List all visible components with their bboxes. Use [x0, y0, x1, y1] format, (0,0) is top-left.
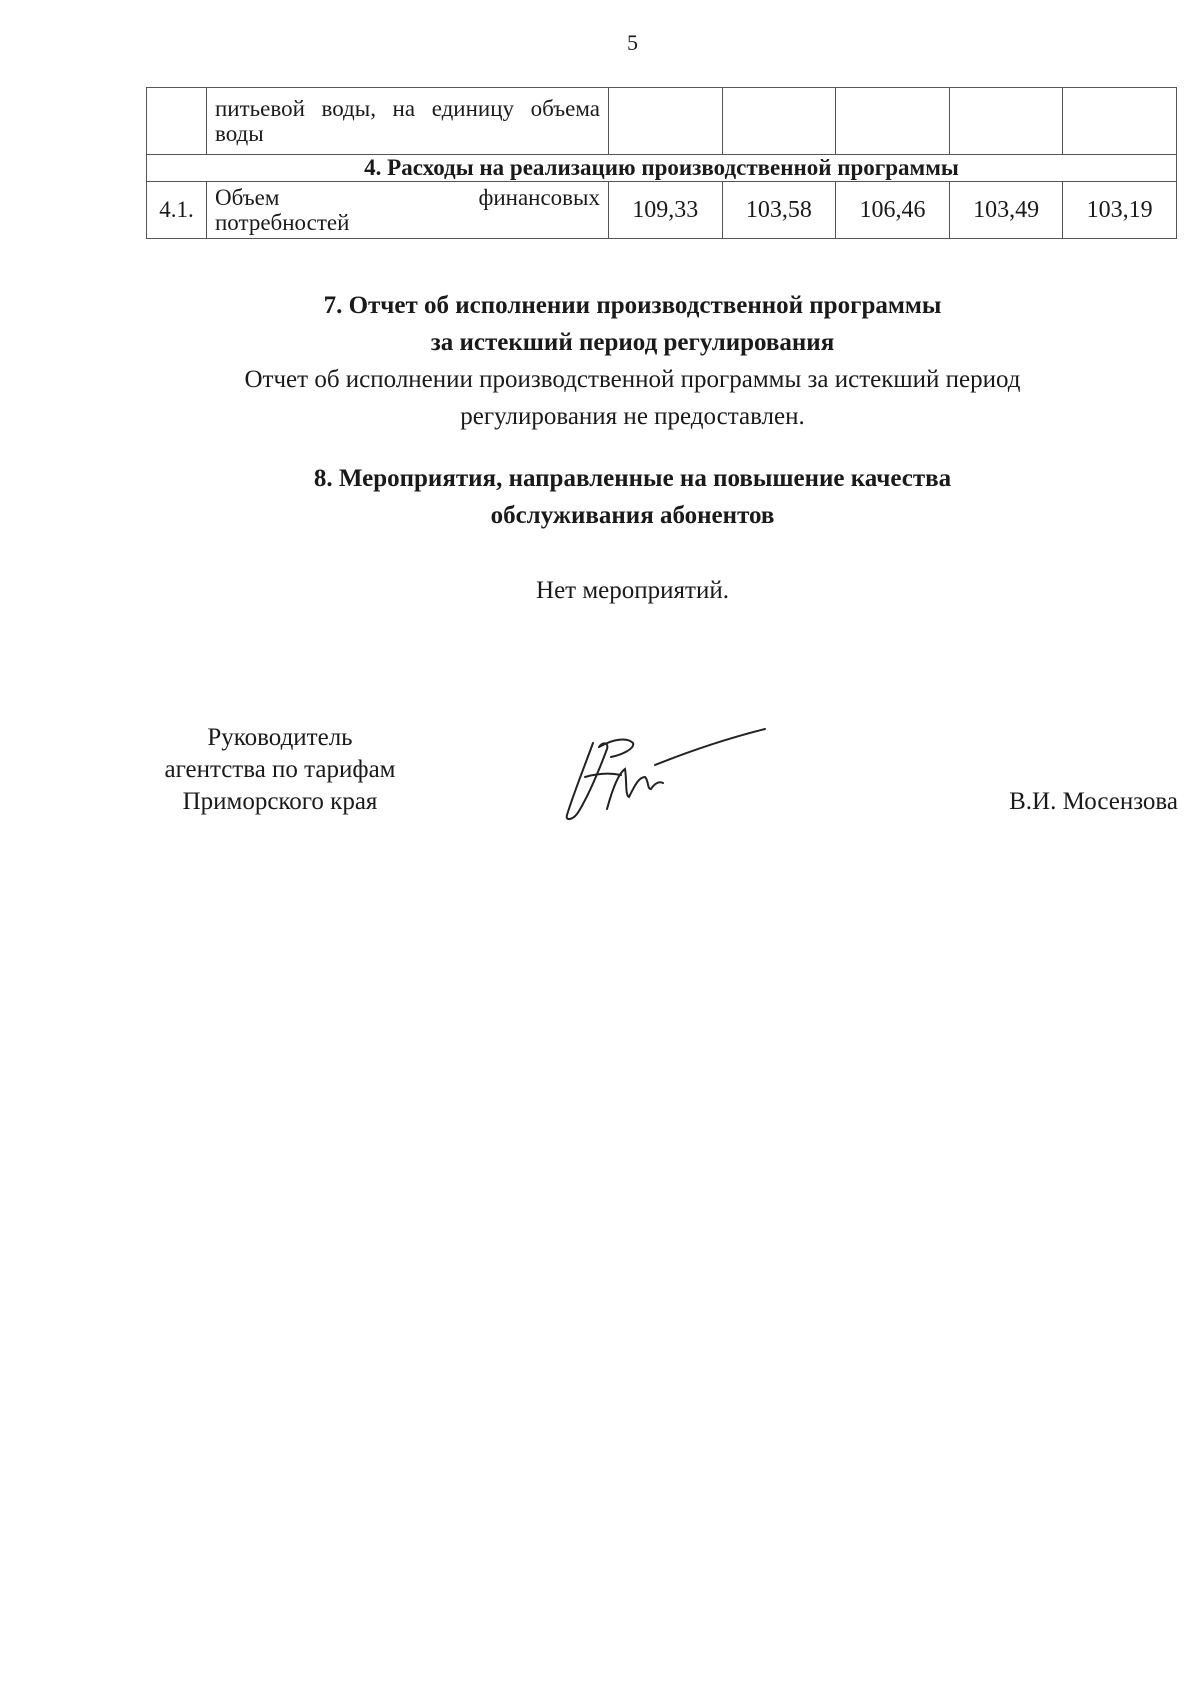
section7-heading-line2: за истекший период регулирования — [430, 329, 835, 356]
value-cell: 109,33 — [609, 182, 723, 239]
section7-text-line1: Отчет об исполнении производственной программы за истекший период — [244, 366, 1021, 393]
table-row — [147, 182, 1177, 239]
table-section-header-row — [147, 155, 1177, 182]
section8-text: Нет мероприятий. — [536, 577, 729, 604]
signer-title — [140, 722, 420, 818]
value-cell — [1063, 88, 1177, 155]
value-cell: 106,46 — [836, 182, 950, 239]
row-name-word: Объем — [215, 184, 280, 210]
value-cell — [722, 88, 836, 155]
value-cell: 103,19 — [1063, 182, 1177, 239]
handwritten-signature — [555, 725, 770, 825]
page-number: 5 — [627, 30, 638, 55]
signer-title-line3: Приморского края — [182, 788, 378, 815]
row-name-cell — [207, 182, 609, 239]
section7-text-line2: регулирования не предоставлен. — [460, 403, 805, 430]
section7-heading-line1: 7. Отчет об исполнении производственной программы — [323, 292, 942, 319]
row-name-line: потребностей — [215, 210, 350, 235]
indicators-table — [146, 87, 1177, 239]
value-cell: 103,49 — [949, 182, 1063, 239]
section8-heading-line1: 8. Мероприятия, направленные на повышение качества — [313, 465, 952, 492]
section8-heading-line2: обслуживания абонентов — [490, 502, 775, 529]
value-cell — [949, 88, 1063, 155]
table-row — [147, 88, 1177, 155]
row-name-line — [215, 185, 600, 210]
value-cell: 103,58 — [722, 182, 836, 239]
row-number-cell: 4.1. — [147, 182, 207, 239]
value-cell — [836, 88, 950, 155]
signer-name: В.И. Мосензова — [1009, 788, 1178, 815]
row-number-cell — [147, 88, 207, 155]
row-name-cell: питьевой воды, на единицу объема воды — [207, 88, 609, 155]
signer-title-line1: Руководитель — [207, 724, 353, 751]
row-name-word: финансовых — [478, 184, 600, 210]
section-header-cell: 4. Расходы на реализацию производственной программы — [147, 155, 1177, 182]
signer-title-line2: агентства по тарифам — [164, 756, 396, 783]
value-cell — [609, 88, 723, 155]
